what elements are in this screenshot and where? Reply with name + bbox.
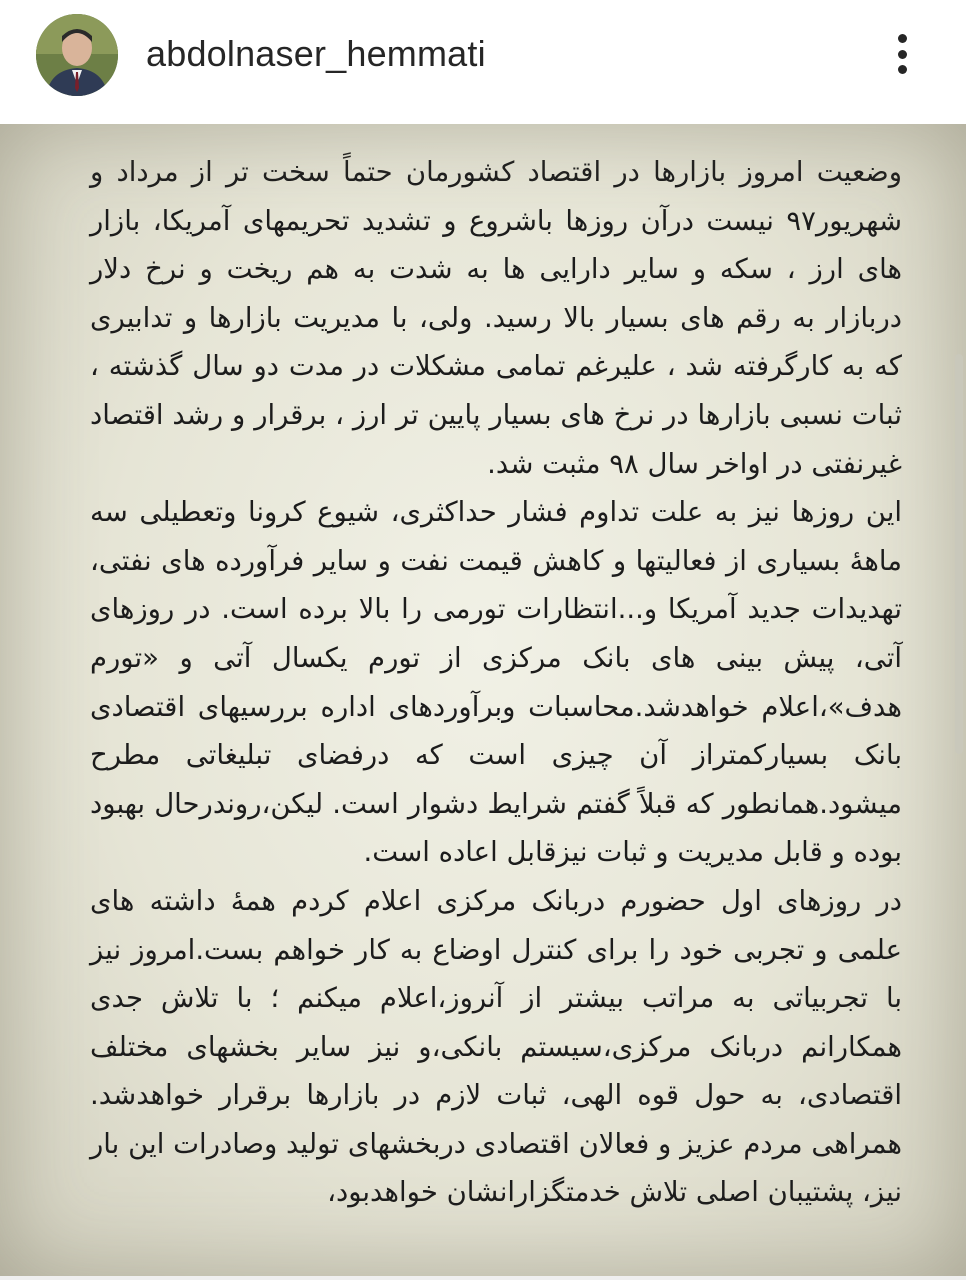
more-vertical-icon <box>898 50 907 59</box>
post-header <box>0 0 966 118</box>
avatar[interactable] <box>36 14 118 96</box>
username[interactable]: abdolnaser_hemmati <box>146 33 486 74</box>
paragraph-2: این روزها نیز به علت تداوم فشار حداکثری، شیوع کرونا وتعطیلی سه ماهۀ بسیاری از فعالیتها و کاهش قیمت نفت و سایر فرآورده های نفتی، تهدیدات جدید آمریکا و...انتظارات تورمی را بالا برده است. در روزهای آتی، پیش بینی های بانک مرکزی از تورم یکسال آتی و «تورم هدف»،اعلام خواهدشد.محاسبات وبرآوردهای اداره بررسیهای اقتصادی بانک بسیارکمتراز آن چیزی است که درفضای تبلیغاتی مطرح میشود.همانطور که قبلاً گفتم شرایط دشوار است. لیکن،روندرحال بهبود بوده و قابل مدیریت و ثبات نیزقابل اعاده است. <box>90 496 902 869</box>
more-vertical-icon <box>898 34 907 43</box>
scrollbar[interactable] <box>955 354 963 754</box>
divider <box>0 1276 966 1280</box>
paragraph-1: وضعیت امروز بازارها در اقتصاد کشورمان حتماً سخت تر از مرداد و شهریور۹۷ نیست درآن روزها باشروع و تشدید تحریمهای آمریکا، بازار های ارز ، سکه و سایر دارایی ها به شدت به هم ریخت و نرخ دلار دربازار به رقم های بسیار بالا رسید. ولی، با مدیریت بازارها و تدابیری که به کارگرفته شد ، علیرغم تمامی مشکلات در مدت دو سال گذشته ، ثبات نسبی بازارها در نرخ های بسیار پایین تر ارز ، برقرار و رشد اقتصاد غیرنفتی در اواخر سال ۹۸ مثبت شد. <box>90 156 902 480</box>
paragraph-3: در روزهای اول حضورم دربانک مرکزی اعلام کردم همۀ داشته های علمی و تجربی خود را برای کنترل اوضاع به کار خواهم بست.امروز نیز با تجربیاتی به مراتب بیشتر از آنروز،اعلام میکنم ؛ با تلاش جدی همکارانم دربانک مرکزی،سیستم بانکی،و نیز سایر بخشهای مختلف اقتصادی، به حول قوه الهی، ثبات لازم در بازارها برقرار خواهدشد. همراهی مردم عزیز و فعالان اقتصادی دربخشهای تولید وصادرات این بار نیز، پشتیبان اصلی تلاش خدمتگزارانشان خواهدبود، <box>90 884 902 1209</box>
more-options-button[interactable] <box>884 26 920 82</box>
profile-photo <box>36 14 118 96</box>
post-text <box>90 148 902 1217</box>
post-image[interactable] <box>0 124 966 1276</box>
more-vertical-icon <box>898 65 907 74</box>
